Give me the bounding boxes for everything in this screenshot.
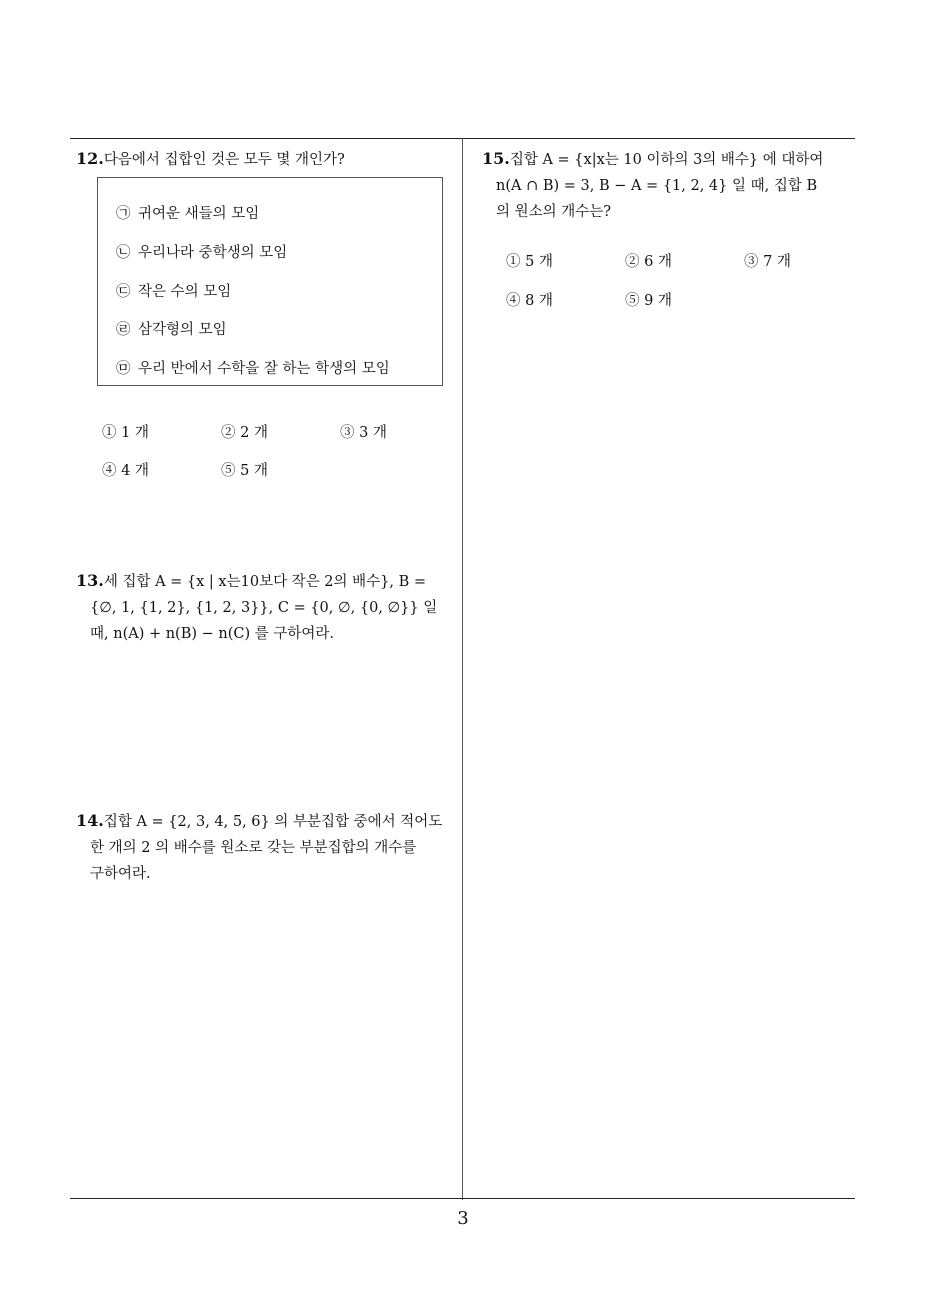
question-14: [76, 808, 442, 887]
q12-choice-3[interactable]: ③ 3 개: [340, 425, 387, 441]
example-text: 작은 수의 모임: [138, 284, 232, 300]
question-14-line: 한 개의 2 의 배수를 원소로 갖는 부분집합의 개수를: [90, 840, 417, 856]
example-text: 우리나라 중학생의 모임: [138, 245, 288, 261]
question-14-line: 집합 A = {2, 3, 4, 5, 6} 의 부분집합 중에서 적어도: [103, 814, 443, 830]
page-number: 3: [457, 1208, 469, 1229]
question-13-line: 때, n(A) + n(B) − n(C) 를 구하여라.: [90, 626, 335, 642]
question-12-example-box: [97, 177, 443, 386]
q12-choice-5[interactable]: ⑤ 5 개: [221, 463, 268, 479]
question-15-number: 15.: [482, 149, 510, 168]
question-15-line: n(A ∩ B) = 3, B − A = {1, 2, 4} 일 때, 집합 B: [496, 178, 818, 194]
q15-choice-3[interactable]: ③ 7 개: [744, 254, 791, 270]
example-item: [116, 241, 287, 262]
question-13-line: {∅, 1, {1, 2}, {1, 2, 3}}, C = {0, ∅, {0, ∅}} 일: [90, 600, 438, 616]
question-14-line: 구하여라.: [90, 866, 151, 882]
example-text: 귀여운 새들의 모임: [138, 206, 260, 222]
example-item: [116, 318, 227, 339]
question-12-text: 다음에서 집합인 것은 모두 몇 개인가?: [103, 152, 345, 168]
example-marker: ㉣: [116, 322, 131, 338]
bottom-rule: [70, 1198, 855, 1199]
question-14-number: 14.: [76, 811, 104, 830]
question-13: [76, 568, 437, 647]
q12-choice-1[interactable]: ① 1 개: [102, 425, 149, 441]
q15-choice-5[interactable]: ⑤ 9 개: [625, 293, 672, 309]
example-item: [116, 280, 231, 301]
question-12-number: 12.: [76, 149, 104, 168]
question-12: [76, 146, 345, 173]
q12-choice-2[interactable]: ② 2 개: [221, 425, 268, 441]
example-text: 삼각형의 모임: [138, 322, 227, 338]
q12-choice-4[interactable]: ④ 4 개: [102, 463, 149, 479]
question-15: [482, 146, 823, 225]
question-13-line: 세 집합 A = {x | x는10보다 작은 2의 배수}, B =: [103, 574, 427, 590]
q15-choice-1[interactable]: ① 5 개: [506, 254, 553, 270]
example-text: 우리 반에서 수학을 잘 하는 학생의 모임: [138, 361, 390, 377]
example-marker: ㉤: [116, 361, 131, 377]
q15-choice-4[interactable]: ④ 8 개: [506, 293, 553, 309]
question-15-line: 의 원소의 개수는?: [496, 204, 612, 220]
column-divider: [462, 138, 463, 1200]
question-15-line: 집합 A = {x|x는 10 이하의 3의 배수} 에 대하여: [509, 152, 824, 168]
example-marker: ㉡: [116, 245, 131, 261]
q15-choice-2[interactable]: ② 6 개: [625, 254, 672, 270]
question-13-number: 13.: [76, 571, 104, 590]
example-marker: ㉢: [116, 284, 131, 300]
example-item: [116, 357, 390, 378]
example-item: [116, 202, 259, 223]
example-marker: ㉠: [116, 206, 131, 222]
